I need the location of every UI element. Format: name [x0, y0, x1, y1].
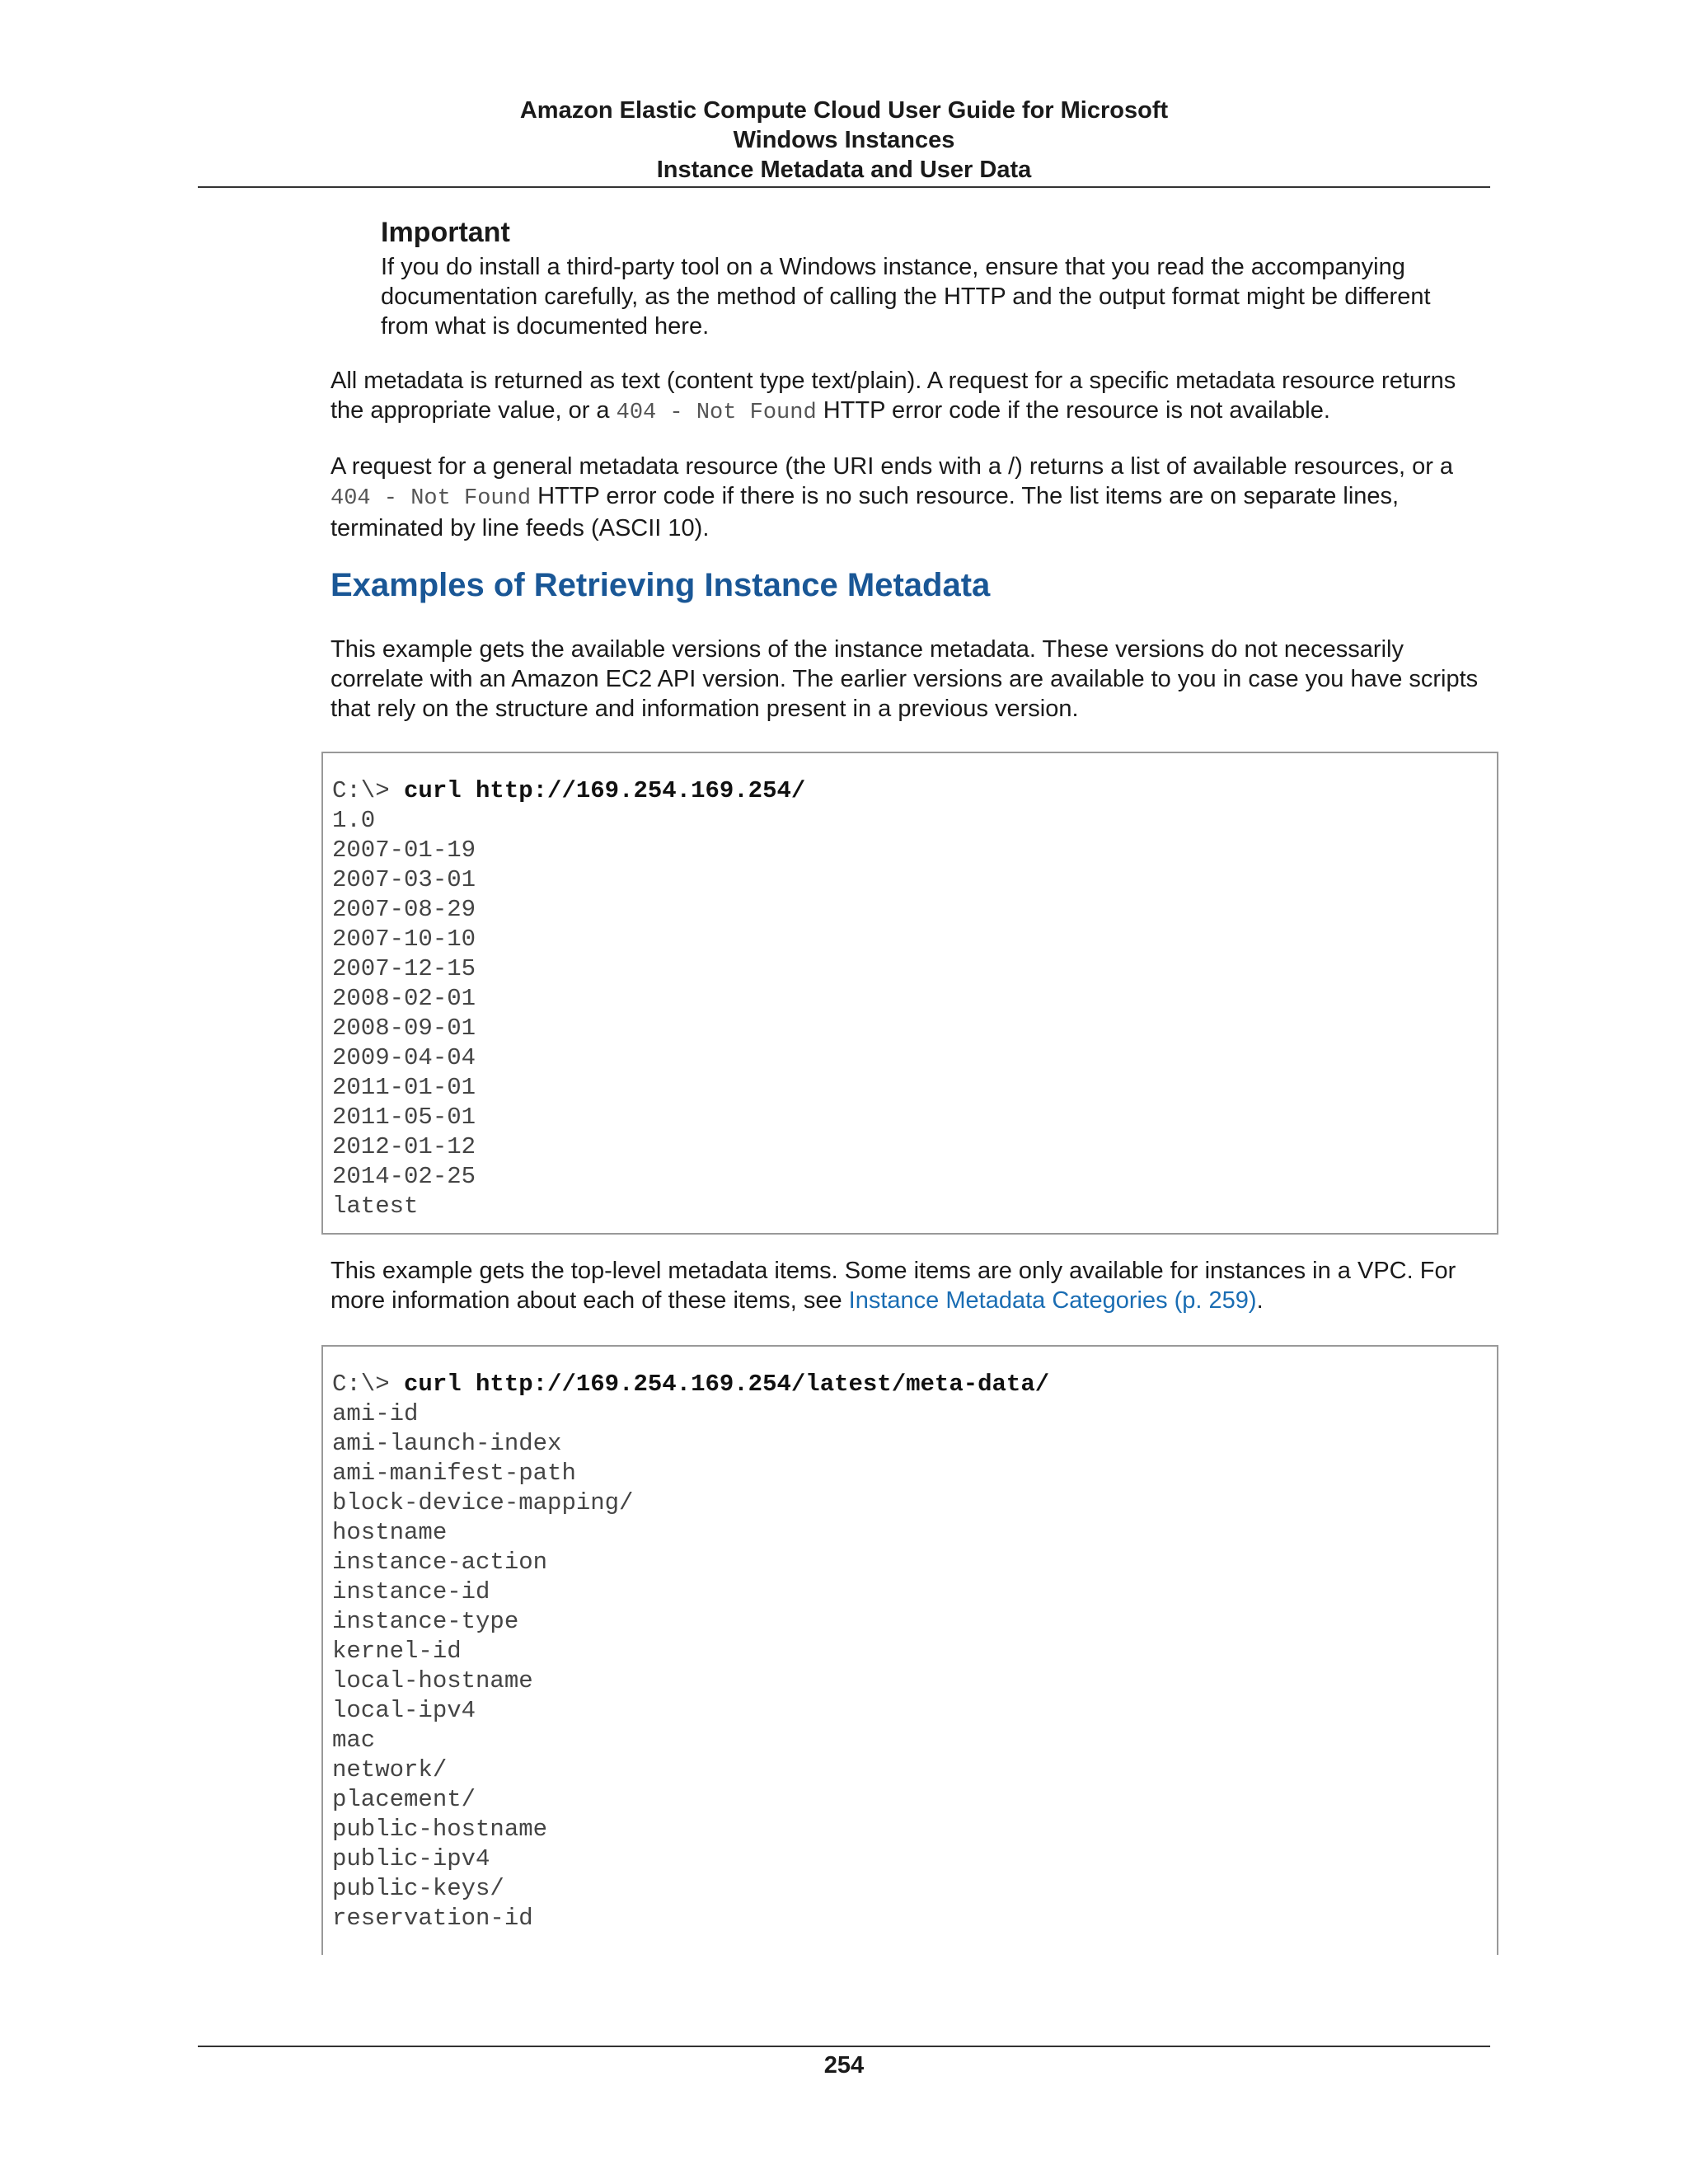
code-command: curl http://169.254.169.254/: [404, 777, 806, 804]
code-output-line: latest: [332, 1193, 419, 1220]
code-output-line: hostname: [332, 1519, 448, 1546]
code-command-line: [332, 1370, 1497, 1399]
code-block-versions: [321, 752, 1498, 1235]
link-instance-metadata-categories[interactable]: Instance Metadata Categories (p. 259): [848, 1287, 1257, 1314]
page-number: 254: [823, 2052, 865, 2079]
code-output-line: 2014-02-25: [332, 1163, 476, 1190]
code-output-line: 2007-12-15: [332, 955, 476, 982]
paragraph-metadata-text: [331, 366, 1493, 428]
code-prompt: C:\>: [332, 1371, 405, 1398]
code-output-line: 1.0: [332, 807, 376, 834]
code-output-line: instance-type: [332, 1608, 519, 1635]
code-output-line: 2008-09-01: [332, 1015, 476, 1042]
code-output-line: public-hostname: [332, 1816, 548, 1843]
code-output-line: mac: [332, 1727, 376, 1754]
paragraph-text: HTTP error code if the resource is not available.: [816, 397, 1330, 424]
code-output-line: 2007-08-29: [332, 896, 476, 923]
code-output: [332, 806, 1497, 1221]
code-output-line: instance-action: [332, 1549, 548, 1576]
footer-divider: [198, 2046, 1490, 2047]
code-output-line: ami-manifest-path: [332, 1460, 576, 1487]
header-title-line-1: Amazon Elastic Compute Cloud User Guide for Microsoft: [519, 97, 1169, 124]
paragraph-text: .: [1256, 1287, 1264, 1314]
code-command: curl http://169.254.169.254/latest/meta-data/: [404, 1371, 1050, 1398]
header-title-line-2: Windows Instances: [733, 127, 955, 153]
code-output-line: 2009-04-04: [332, 1044, 476, 1071]
important-body: If you do install a third-party tool on a Windows instance, ensure that you read the accompanying documentation carefully, as the method of calling the HTTP and the output format might be different from what is documented here.: [381, 254, 1431, 340]
inline-code-404: 404 - Not Found: [331, 486, 532, 511]
code-output-line: placement/: [332, 1786, 476, 1813]
paragraph-text: All metadata is returned as text (content type text/plain). A request for a specific metadata resource returns the appropriate value, or a: [331, 368, 1456, 424]
header-section-title: Instance Metadata and User Data: [656, 157, 1032, 183]
paragraph-versions-example: This example gets the available versions of the instance metadata. These versions do not necessarily correlate with an Amazon EC2 API version. The earlier versions are available to you in case you have scripts that rely on the structure and information present in a previous version.: [331, 636, 1479, 722]
important-title: Important: [381, 217, 510, 248]
code-output: [332, 1399, 1497, 1933]
code-output-line: public-keys/: [332, 1875, 504, 1902]
paragraph-general-resource: [331, 452, 1493, 543]
code-prompt: C:\>: [332, 777, 405, 804]
section-heading: Examples of Retrieving Instance Metadata: [331, 567, 991, 603]
page-header: [198, 96, 1490, 185]
code-output-line: 2007-01-19: [332, 837, 476, 864]
code-output-line: ami-id: [332, 1400, 419, 1427]
important-note: [381, 216, 1477, 341]
code-output-line: 2011-05-01: [332, 1104, 476, 1131]
code-output-line: block-device-mapping/: [332, 1489, 634, 1516]
code-output-line: instance-id: [332, 1578, 490, 1605]
paragraph-text: A request for a general metadata resource (the URI ends with a /) returns a list of available resources, or a: [331, 453, 1454, 480]
paragraph-top-level-example: [331, 1256, 1493, 1315]
header-divider: [198, 186, 1490, 188]
code-output-line: kernel-id: [332, 1638, 462, 1665]
code-output-line: 2007-03-01: [332, 866, 476, 893]
code-output-line: public-ipv4: [332, 1845, 490, 1872]
inline-code-404: 404 - Not Found: [616, 401, 817, 425]
paragraph-text: HTTP error code if there is no such resource. The list items are on separate lines, terminated by line feeds (ASCII 10).: [331, 483, 1400, 541]
code-output-line: 2012-01-12: [332, 1133, 476, 1160]
code-output-line: local-hostname: [332, 1667, 533, 1694]
code-block-meta-data: [321, 1345, 1498, 1955]
code-output-line: reservation-id: [332, 1905, 533, 1932]
code-output-line: local-ipv4: [332, 1697, 476, 1724]
paragraph-text: This example gets the top-level metadata items. Some items are only available for instances in a VPC. For more information about each of these items, see: [331, 1258, 1456, 1314]
code-output-line: 2011-01-01: [332, 1074, 476, 1101]
code-output-line: 2008-02-01: [332, 985, 476, 1012]
code-command-line: [332, 776, 1497, 806]
code-output-line: ami-launch-index: [332, 1430, 562, 1457]
code-output-line: network/: [332, 1756, 448, 1783]
code-output-line: 2007-10-10: [332, 926, 476, 953]
